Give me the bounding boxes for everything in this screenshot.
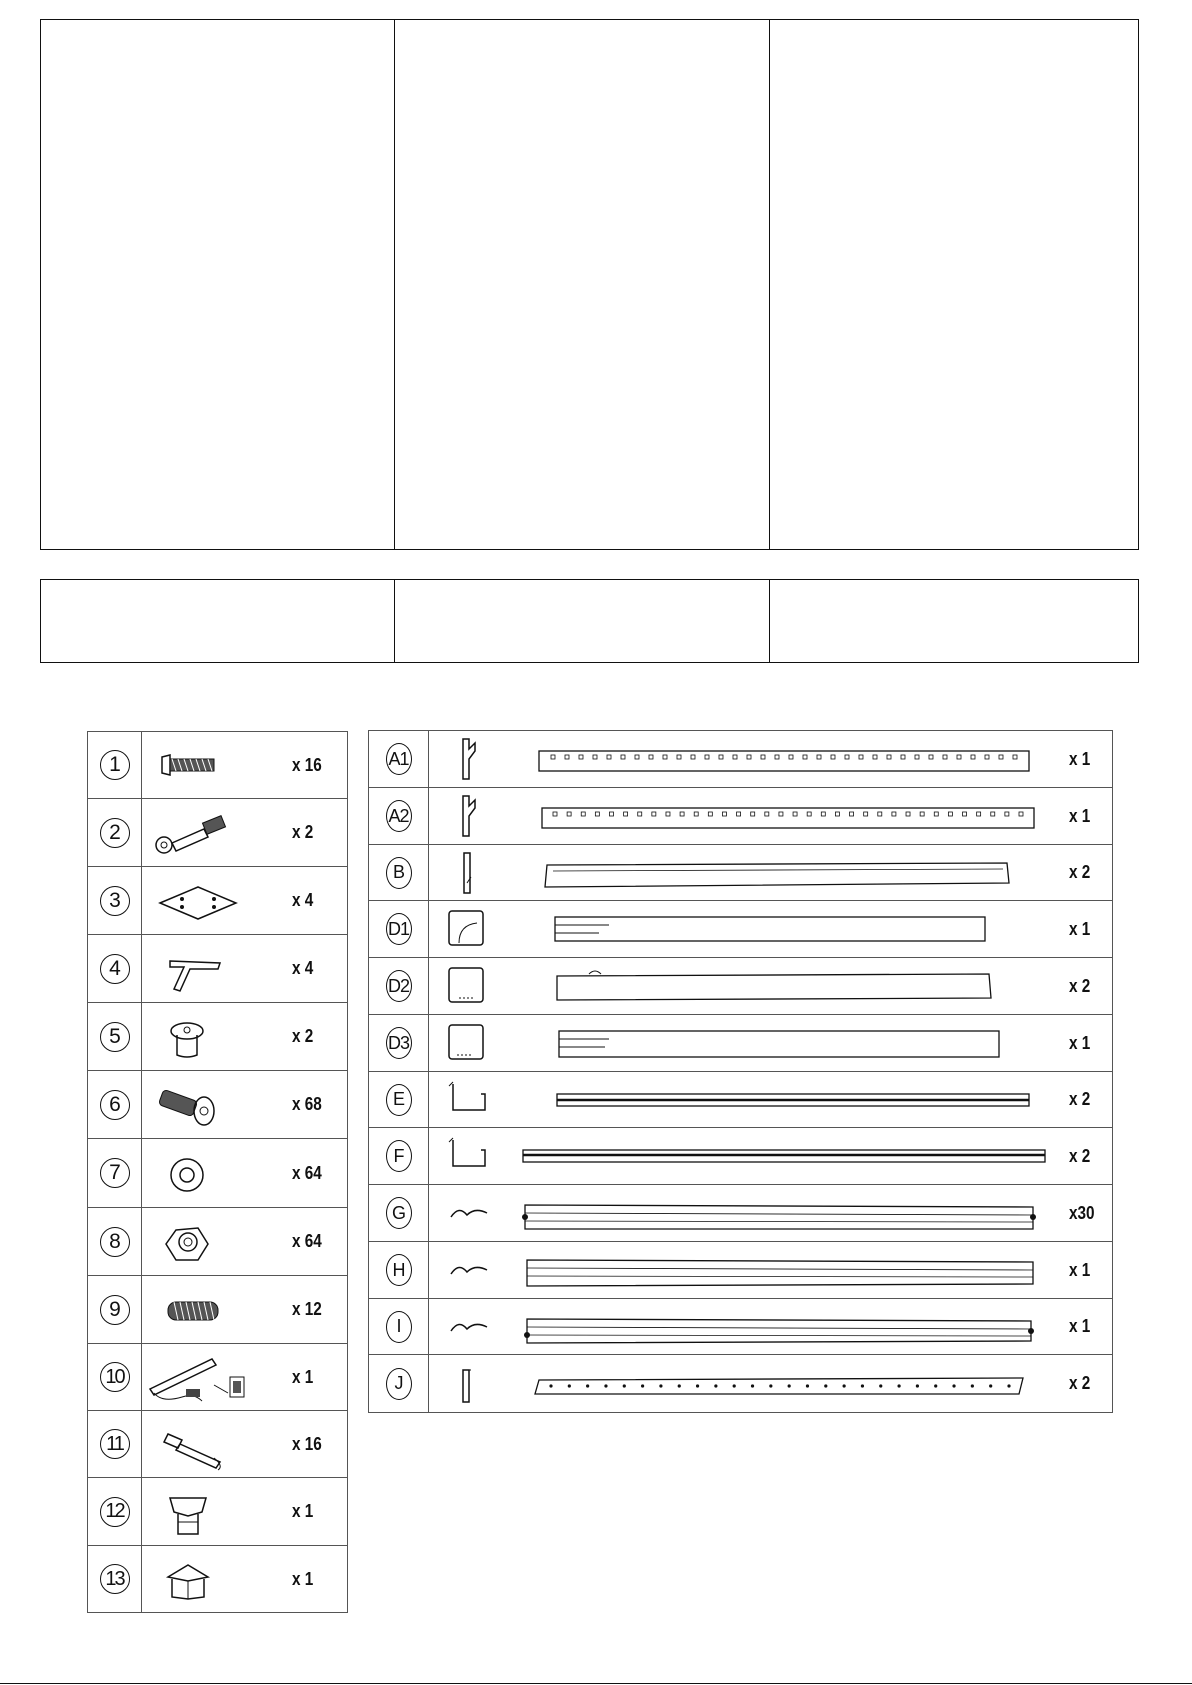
profile-row-D2 [369, 958, 1113, 1015]
post-d2-icon [509, 960, 1069, 1012]
profile-detail-cell [429, 1299, 1113, 1355]
profile-parts-table [368, 730, 1113, 1413]
profile-code-badge: D3 [386, 1027, 412, 1059]
hardware-row-3 [88, 867, 348, 935]
motor-kit-icon [142, 1349, 292, 1405]
part-number-cell [88, 732, 142, 799]
profile-quantity: x30 [1069, 1202, 1095, 1223]
hardware-row-4 [88, 935, 348, 1003]
profile-row-B [369, 845, 1113, 901]
profile-row-I [369, 1299, 1113, 1355]
profile-row-F [369, 1128, 1113, 1185]
hardware-row-8 [88, 1208, 348, 1276]
part-number-badge: 10 [100, 1362, 130, 1392]
rail-a1-section-icon [429, 733, 509, 785]
gutter-f-section-icon [429, 1130, 509, 1182]
profile-quantity: x 2 [1069, 1373, 1091, 1393]
profile-quantity: x 2 [1069, 975, 1091, 996]
profile-code-badge: B [386, 857, 412, 889]
part-number-cell [88, 1344, 142, 1411]
profile-code-cell [369, 958, 429, 1015]
profile-code-badge: I [386, 1311, 412, 1343]
louver-i-section-icon [429, 1301, 509, 1353]
part-quantity: x 4 [292, 890, 314, 910]
part-number-badge: 13 [100, 1564, 130, 1594]
profile-code-badge: A1 [386, 743, 412, 775]
profile-quantity: x 2 [1069, 1089, 1091, 1109]
profile-quantity: x 1 [1069, 1032, 1091, 1053]
part-detail-cell [142, 935, 348, 1003]
profile-code-cell [369, 901, 429, 958]
set-screw-icon [142, 1282, 292, 1338]
louver-g-icon [509, 1187, 1069, 1239]
part-number-cell [88, 935, 142, 1003]
profile-quantity: x 2 [1069, 1145, 1091, 1166]
end-cap-icon [142, 1484, 292, 1540]
corner-cap-icon [142, 1551, 292, 1607]
caption-panel-frame [40, 579, 1139, 663]
hardware-row-1 [88, 732, 348, 799]
profile-detail-cell [429, 958, 1113, 1015]
profile-row-A2 [369, 788, 1113, 845]
part-quantity: x 64 [292, 1162, 322, 1183]
part-quantity: x 1 [292, 1366, 314, 1387]
part-number-cell [88, 1003, 142, 1071]
hardware-row-5 [88, 1003, 348, 1071]
louver-h-icon [509, 1244, 1069, 1296]
profile-code-cell [369, 1128, 429, 1185]
flange-cap-icon [142, 1009, 292, 1065]
part-number-badge: 5 [100, 1022, 130, 1052]
part-detail-cell [142, 1344, 348, 1411]
gutter-e-section-icon [429, 1074, 509, 1126]
part-number-cell [88, 1546, 142, 1613]
part-number-badge: 4 [100, 954, 130, 984]
part-number-badge: 12 [100, 1497, 130, 1527]
button-head-bolt-icon [142, 1077, 292, 1133]
profile-detail-cell [429, 1355, 1113, 1413]
part-detail-cell [142, 1546, 348, 1613]
part-number-cell [88, 1478, 142, 1546]
profile-code-badge: G [386, 1197, 412, 1229]
rail-a1-icon [509, 733, 1069, 785]
beam-b-icon [509, 847, 1069, 899]
profile-detail-cell [429, 1015, 1113, 1072]
angle-bracket-icon [142, 941, 292, 997]
louver-i-icon [509, 1301, 1069, 1353]
profile-detail-cell [429, 901, 1113, 958]
profile-code-badge: A2 [386, 800, 412, 832]
profile-detail-cell [429, 1242, 1113, 1299]
profile-code-cell [369, 1299, 429, 1355]
profile-code-badge: H [386, 1254, 412, 1286]
profile-quantity: x 1 [1069, 805, 1091, 826]
hardware-parts-table [87, 731, 348, 1613]
part-number-badge: 11 [100, 1429, 130, 1459]
profile-code-cell [369, 1355, 429, 1413]
profile-detail-cell [429, 845, 1113, 901]
part-quantity: x 1 [292, 1568, 314, 1589]
axle-bolt-icon [142, 805, 292, 861]
part-quantity: x 16 [292, 1433, 322, 1454]
hardware-row-13 [88, 1546, 348, 1613]
part-number-cell [88, 1071, 142, 1139]
part-number-cell [88, 1139, 142, 1208]
hardware-row-9 [88, 1276, 348, 1344]
part-detail-cell [142, 732, 348, 799]
part-number-cell [88, 799, 142, 867]
part-number-badge: 3 [100, 886, 130, 916]
profile-quantity: x 1 [1069, 918, 1091, 939]
part-quantity: x 64 [292, 1231, 322, 1251]
part-detail-cell [142, 1276, 348, 1344]
post-d2-section-icon [429, 960, 509, 1012]
profile-code-cell [369, 1242, 429, 1299]
hardware-row-11 [88, 1411, 348, 1478]
hardware-row-6 [88, 1071, 348, 1139]
post-d3-icon [509, 1017, 1069, 1069]
beam-b-section-icon [429, 847, 509, 899]
part-number-badge: 2 [100, 818, 130, 848]
gutter-e-icon [509, 1074, 1069, 1126]
countersunk-screw-icon [142, 737, 292, 793]
part-number-cell [88, 1411, 142, 1478]
part-quantity: x 1 [292, 1501, 314, 1521]
part-detail-cell [142, 1208, 348, 1276]
hardware-row-12 [88, 1478, 348, 1546]
profile-code-badge: D1 [386, 913, 412, 945]
profile-row-A1 [369, 731, 1113, 788]
profile-code-badge: D2 [386, 970, 412, 1002]
post-d1-icon [509, 903, 1069, 955]
part-detail-cell [142, 867, 348, 935]
part-detail-cell [142, 1478, 348, 1546]
page-bottom-rule [0, 1683, 1192, 1684]
profile-code-badge: E [386, 1084, 412, 1116]
caption-panel-divider-1 [394, 579, 395, 663]
post-d3-section-icon [429, 1017, 509, 1069]
profile-quantity: x 2 [1069, 862, 1091, 882]
flat-bar-j-section-icon [429, 1358, 509, 1410]
profile-detail-cell [429, 1072, 1113, 1128]
top-panel-divider-2 [769, 19, 770, 550]
part-quantity: x 2 [292, 1026, 314, 1046]
profile-detail-cell [429, 1128, 1113, 1185]
part-quantity: x 4 [292, 958, 314, 978]
part-quantity: x 68 [292, 1094, 322, 1114]
hardware-row-7 [88, 1139, 348, 1208]
part-number-cell [88, 1276, 142, 1344]
hex-nut-icon [142, 1214, 292, 1270]
profile-row-D1 [369, 901, 1113, 958]
washer-icon [142, 1145, 292, 1201]
profile-detail-cell [429, 1185, 1113, 1242]
profile-code-cell [369, 788, 429, 845]
part-quantity: x 2 [292, 822, 314, 842]
anchor-bolt-icon [142, 1416, 292, 1472]
part-detail-cell [142, 1003, 348, 1071]
top-panel-frame [40, 19, 1139, 550]
caption-panel-divider-2 [769, 579, 770, 663]
louver-g-section-icon [429, 1187, 509, 1239]
post-d1-section-icon [429, 903, 509, 955]
part-number-badge: 7 [100, 1158, 130, 1188]
hardware-row-2 [88, 799, 348, 867]
part-quantity: x 16 [292, 754, 322, 775]
profile-code-cell [369, 845, 429, 901]
profile-code-cell [369, 1072, 429, 1128]
profile-row-J [369, 1355, 1113, 1413]
part-number-cell [88, 1208, 142, 1276]
profile-code-cell [369, 1185, 429, 1242]
profile-code-badge: J [386, 1368, 412, 1400]
profile-row-H [369, 1242, 1113, 1299]
profile-quantity: x 1 [1069, 748, 1091, 769]
part-detail-cell [142, 1411, 348, 1478]
square-plate-icon [142, 873, 292, 929]
part-quantity: x 12 [292, 1299, 322, 1319]
profile-code-cell [369, 1015, 429, 1072]
part-number-badge: 9 [100, 1295, 130, 1325]
profile-row-G [369, 1185, 1113, 1242]
hardware-row-10 [88, 1344, 348, 1411]
gutter-f-icon [509, 1130, 1069, 1182]
profile-row-E [369, 1072, 1113, 1128]
part-number-badge: 8 [100, 1227, 130, 1257]
part-detail-cell [142, 1139, 348, 1208]
profile-detail-cell [429, 788, 1113, 845]
part-number-cell [88, 867, 142, 935]
profile-code-cell [369, 731, 429, 788]
top-panel-divider-1 [394, 19, 395, 550]
part-detail-cell [142, 1071, 348, 1139]
louver-h-section-icon [429, 1244, 509, 1296]
flat-bar-j-icon [509, 1358, 1069, 1410]
profile-code-badge: F [386, 1140, 412, 1172]
profile-quantity: x 1 [1069, 1316, 1091, 1336]
profile-row-D3 [369, 1015, 1113, 1072]
profile-quantity: x 1 [1069, 1259, 1091, 1280]
profile-detail-cell [429, 731, 1113, 788]
part-number-badge: 1 [100, 750, 130, 780]
rail-a2-section-icon [429, 790, 509, 842]
part-number-badge: 6 [100, 1090, 130, 1120]
rail-a2-icon [509, 790, 1069, 842]
part-detail-cell [142, 799, 348, 867]
